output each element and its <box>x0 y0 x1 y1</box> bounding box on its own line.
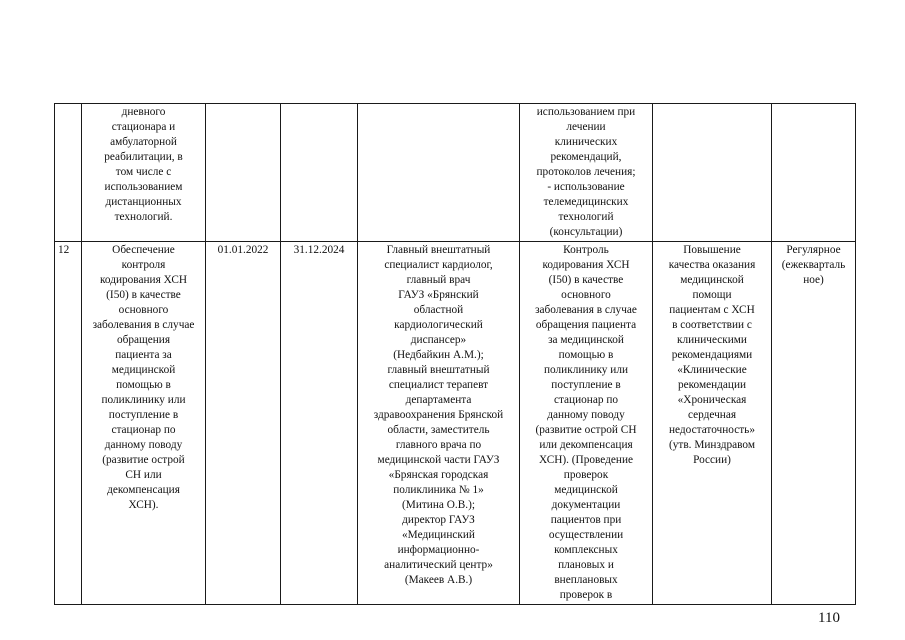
end-date-cell <box>281 104 358 242</box>
result-text: Повышение качества оказания медицинской помощи пациентам с ХСН в соответствии с клиническими рекомендациями «Клинические рекомендации «Хроническая сердечная недостаточность» (утв. Минздравом России) <box>668 244 756 466</box>
row-number-cell <box>55 242 82 605</box>
activity-plan-table <box>54 103 856 605</box>
table-row <box>55 104 856 242</box>
table-row <box>55 242 856 605</box>
start-date-cell <box>206 104 281 242</box>
characteristic-cell <box>520 104 653 242</box>
end-date: 31.12.2024 <box>293 244 345 256</box>
activity-cell <box>82 242 206 605</box>
responsible-text: Главный внештатный специалист кардиолог, главный врач ГАУЗ «Брянский областной кардиологический диспансер» (Недбайкин А.М.); главный внештатный специалист терапевт департамента здравоохранения Брянской области, заместитель главного врача по медицинской части ГАУЗ «Брянская городская поликлиника № 1» (Митина О.В.); директор ГАУЗ «Медицинский информационно- аналитический центр» (Макеев А.В.) <box>373 244 504 586</box>
characteristic-text: Контроль кодирования ХСН (I50) в качестве основного заболевания в случае обращения пациента за медицинской помощью в поликлинику или поступление в стационар по данному поводу (развитие острой СН или декомпенсация ХСН). (Проведение проверок медицинской документации пациентов при осуществлении комплексных плановых и внеплановых проверок в <box>535 244 637 601</box>
activity-text: дневного стационара и амбулаторной реабилитации, в том числе с использованием дистанционных технологий. <box>104 106 183 223</box>
periodicity-cell <box>772 104 856 242</box>
start-date-cell <box>206 242 281 605</box>
result-cell <box>653 104 772 242</box>
characteristic-text: использованием при лечении клинических рекомендаций, протоколов лечения; - использование телемедицинских технологий (консультации) <box>536 106 636 238</box>
activity-text: Обеспечение контроля кодирования ХСН (I50) в качестве основного заболевания в случае обращения пациента за медицинской помощью в поликлинику или поступление в стационар по данному поводу (развитие острой СН или декомпенсация ХСН). <box>92 244 195 511</box>
periodicity-cell <box>772 242 856 605</box>
row-number-cell <box>55 104 82 242</box>
result-cell <box>653 242 772 605</box>
start-date: 01.01.2022 <box>217 244 269 256</box>
responsible-cell <box>358 242 520 605</box>
characteristic-cell <box>520 242 653 605</box>
activity-cell <box>82 104 206 242</box>
row-number: 12 <box>58 244 70 256</box>
page-number: 110 <box>818 610 840 626</box>
responsible-cell <box>358 104 520 242</box>
end-date-cell <box>281 242 358 605</box>
periodicity-text: Регулярное (ежекварталь ное) <box>781 244 846 286</box>
